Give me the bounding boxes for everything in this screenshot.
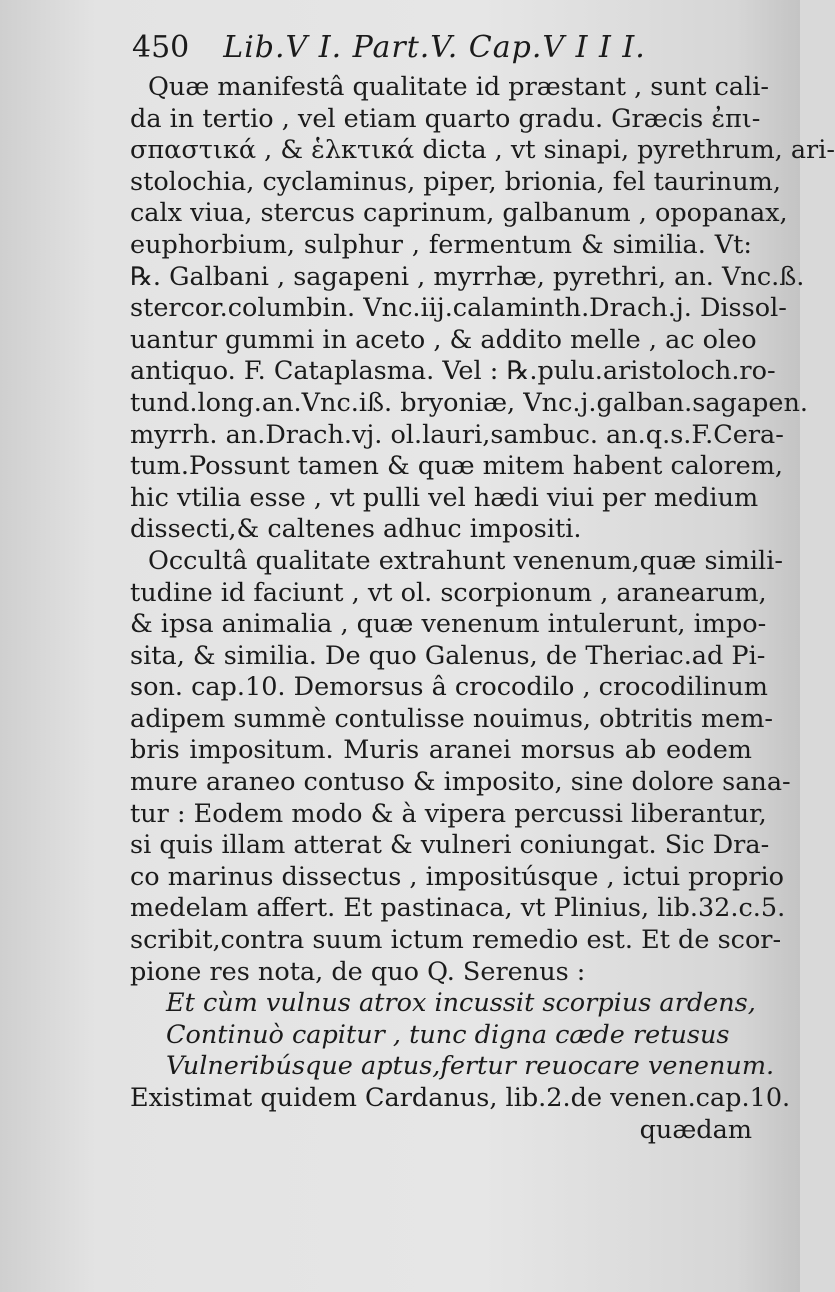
text-line: euphorbium, sulphur , fermentum & similia. Vt: bbox=[130, 229, 752, 260]
catchword: quædam bbox=[639, 1114, 752, 1145]
text-line: Quæ manifestâ qualitate id præstant , sunt cali- bbox=[148, 72, 769, 102]
text-line: hic vtilia esse , vt pulli vel hædi viui per medium bbox=[130, 482, 759, 513]
text-line: sita, & similia. De quo Galenus, de Theriac.ad Pi- bbox=[130, 640, 766, 671]
verse-line: Vulneribúsque aptus,fertur reuocare venenum. bbox=[166, 1051, 775, 1082]
text-line: adipem summè contulisse nouimus, obtritis mem- bbox=[130, 703, 774, 734]
text-line: ℞. Galbani , sagapeni , myrrhæ, pyrethri, an. Vnc.ß. bbox=[130, 261, 805, 292]
text-line: medelam affert. Et pastinaca, vt Plinius, lib.32.c.5. bbox=[130, 893, 786, 924]
verse-line: Et cùm vulnus atrox incussit scorpius ardens, bbox=[166, 988, 756, 1019]
text-line: si quis illam atterat & vulneri coniungat. Sic Dra- bbox=[130, 830, 770, 861]
verse-line: Continuò capitur , tunc digna cæde retusus bbox=[166, 1019, 730, 1050]
page-number: 450 bbox=[132, 30, 190, 65]
text-line: tudine id faciunt , vt ol. scorpionum , aranearum, bbox=[130, 577, 767, 608]
text-line: antiquo. F. Cataplasma. Vel : ℞.pulu.aristoloch.ro- bbox=[130, 356, 776, 387]
text-line: tund.long.an.Vnc.iß. bryoniæ, Vnc.j.galban.sagapen. bbox=[130, 387, 809, 418]
page-header bbox=[132, 30, 752, 70]
text-line: mure araneo contuso & imposito, sine dolore sana- bbox=[130, 767, 791, 798]
text-line: stolochia, cyclaminus, piper, brionia, fel taurinum, bbox=[130, 166, 781, 197]
text-line: stercor.columbin. Vnc.iij.calaminth.Drach.j. Dissol- bbox=[130, 293, 787, 324]
text-line: calx viua, stercus caprinum, galbanum , opopanax, bbox=[130, 198, 788, 229]
text-line: dissecti,& caltenes adhuc impositi. bbox=[130, 514, 582, 545]
running-title: Lib.V I. Part.V. Cap.V I I I. bbox=[223, 30, 646, 65]
body-text bbox=[130, 72, 835, 1146]
text-line: da in tertio , vel etiam quarto gradu. Græcis ἐπι- bbox=[130, 103, 761, 134]
text-line: myrrh. an.Drach.vj. ol.lauri,sambuc. an.q.s.F.Cera- bbox=[130, 419, 784, 450]
text-line: bris impositum. Muris aranei morsus ab eodem bbox=[130, 735, 752, 766]
text-line: son. cap.10. Demorsus â crocodilo , crocodilinum bbox=[130, 672, 768, 703]
text-line: tur : Eodem modo & à vipera percussi liberantur, bbox=[130, 798, 767, 829]
text-line: & ipsa animalia , quæ venenum intulerunt, impo- bbox=[130, 609, 767, 640]
text-line: σπαστικά , & ἑλκτικά dicta , vt sinapi, pyrethrum, ari- bbox=[130, 135, 835, 166]
text-line: Occultâ qualitate extrahunt venenum,quæ simili- bbox=[148, 545, 783, 576]
text-line: tum.Possunt tamen & quæ mitem habent calorem, bbox=[130, 451, 784, 482]
text-line: uantur gummi in aceto , & addito melle , ac oleo bbox=[130, 324, 757, 355]
text-line: scribit,contra suum ictum remedio est. Et de scor- bbox=[130, 925, 782, 956]
text-line: Existimat quidem Cardanus, lib.2.de venen.cap.10. bbox=[130, 1083, 791, 1113]
text-line: co marinus dissectus , impositúsque , ictui proprio bbox=[130, 861, 785, 892]
text-line: pione res nota, de quo Q. Serenus : bbox=[130, 956, 586, 987]
